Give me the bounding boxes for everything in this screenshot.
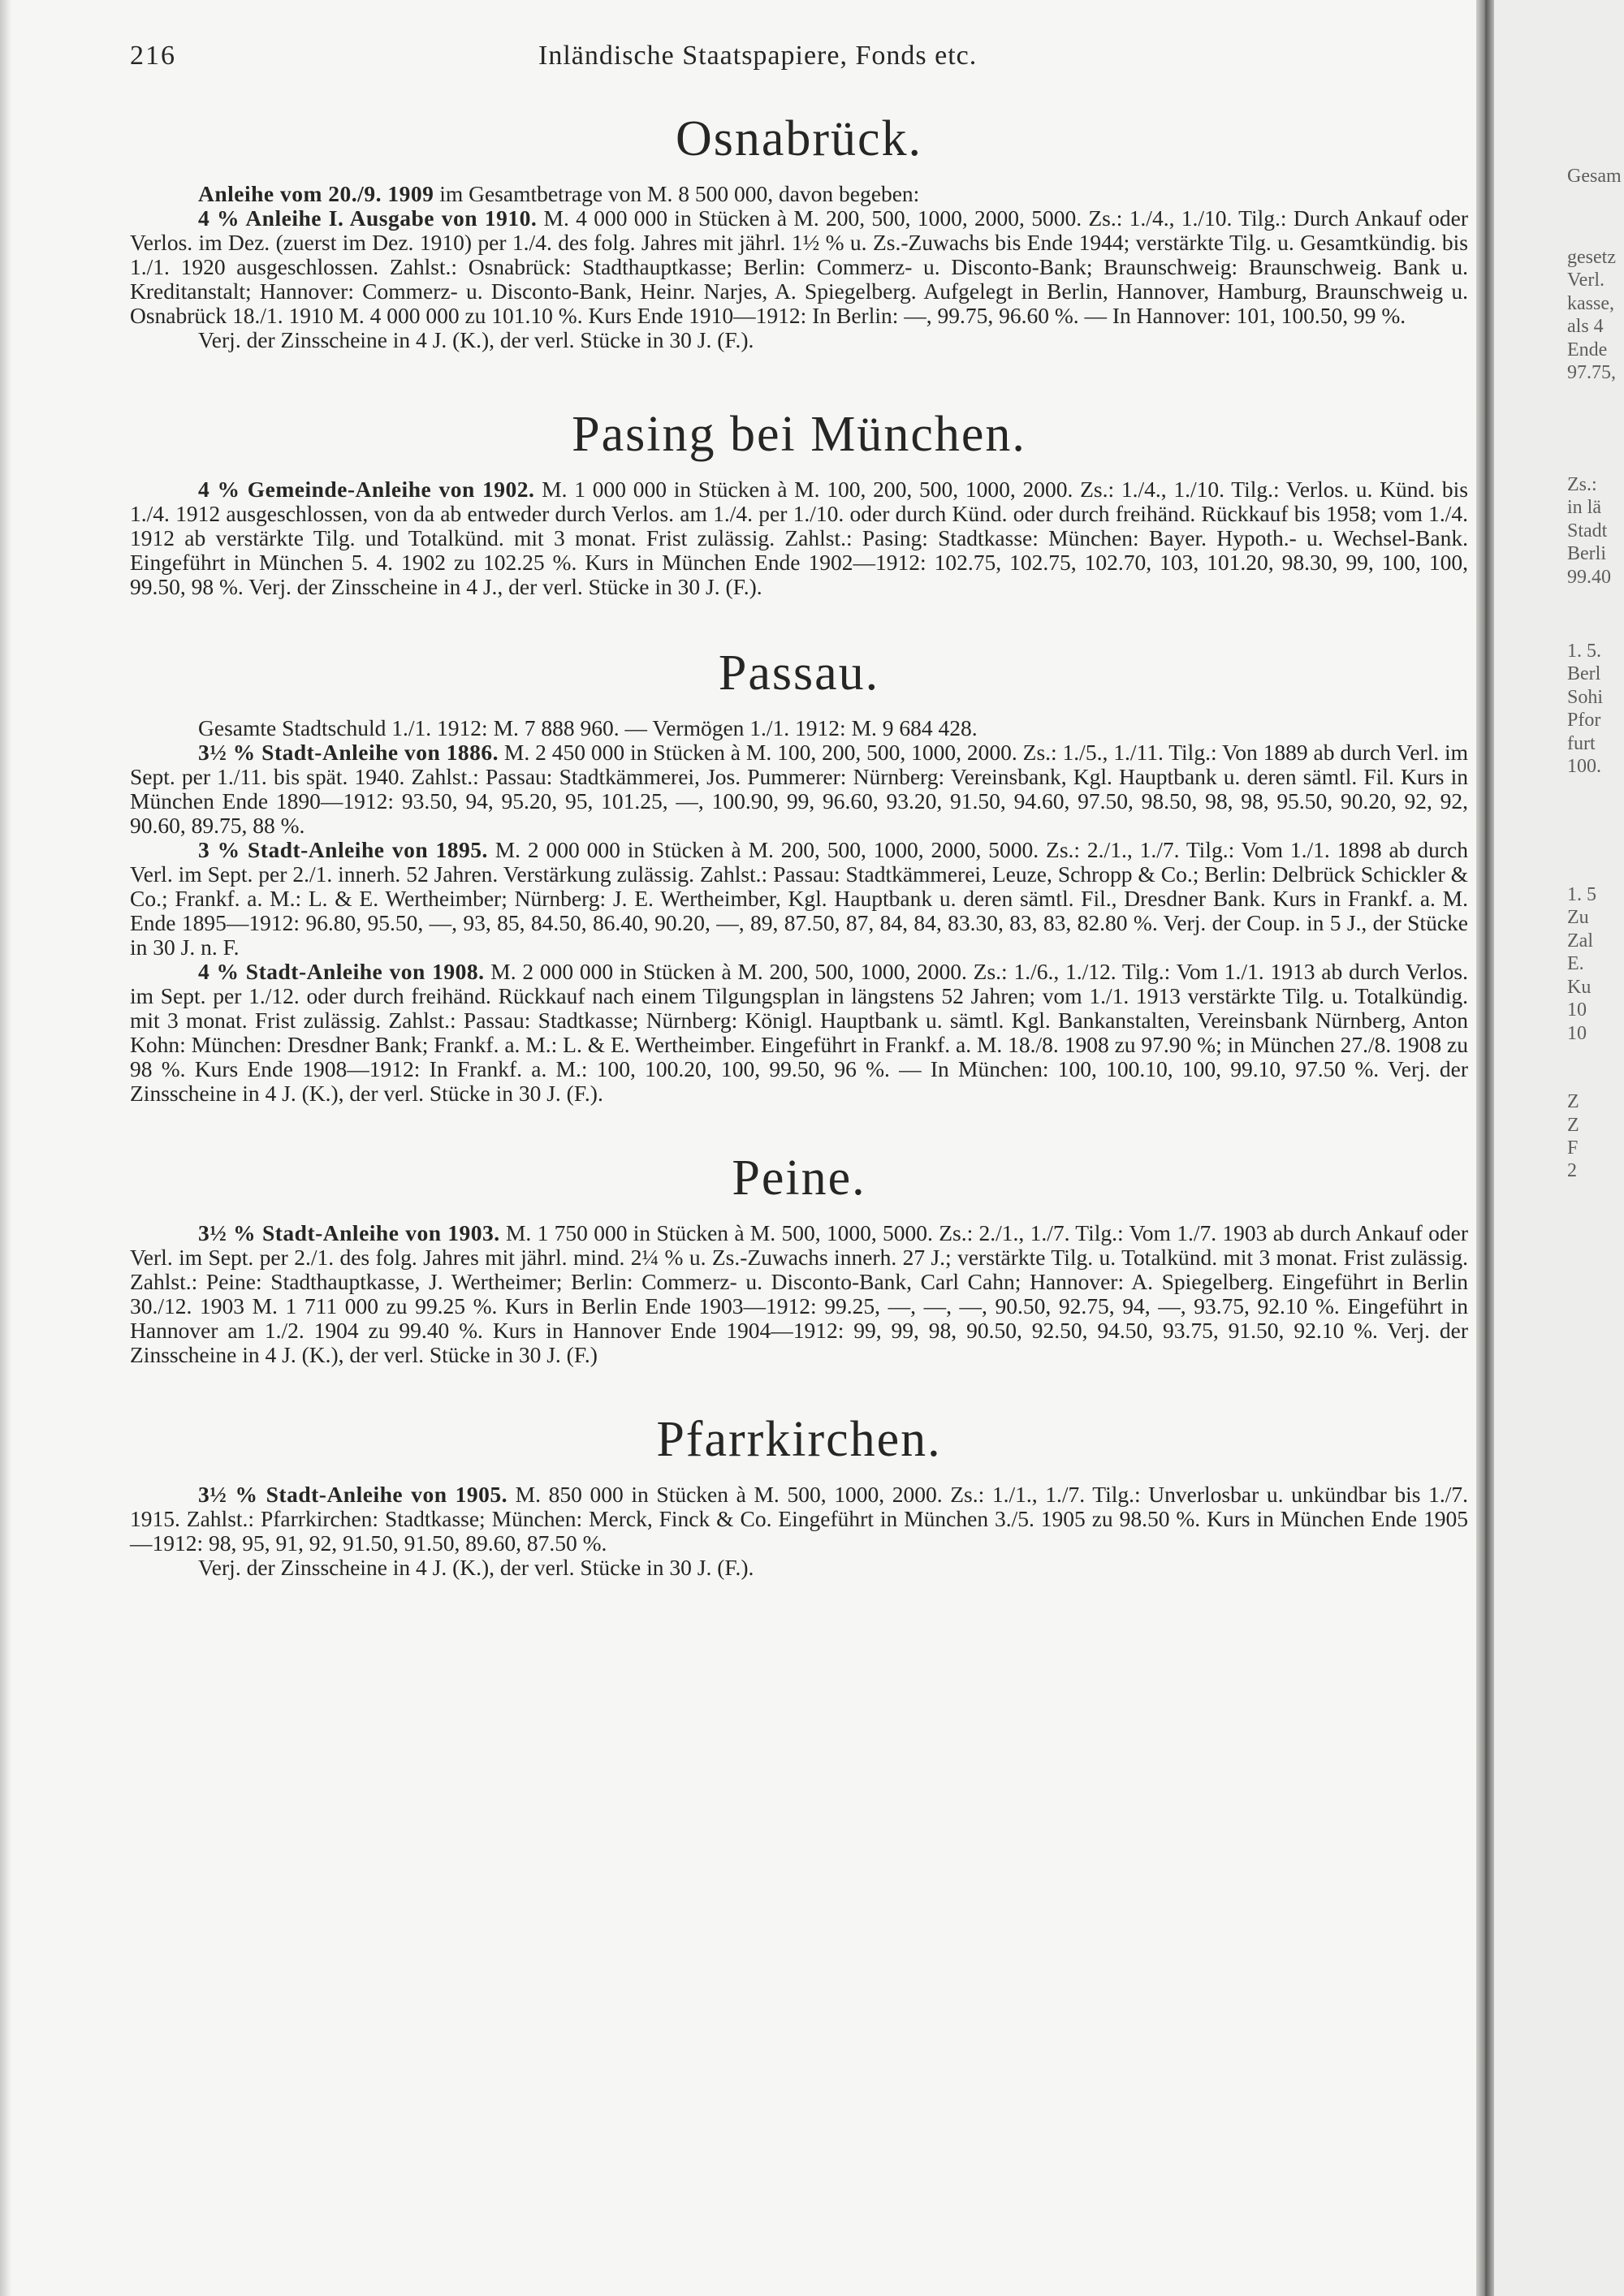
adjacent-page-fragment: E. [1567,953,1584,974]
entry-lead: 4 % Stadt-Anleihe von 1908. [198,959,485,984]
entry-text: M. 850 000 in Stücken à M. 500, 1000, 2000. Zs.: 1./1., 1./7. Tilg.: Unverlosbar u. unkündbar bis 1./7. 1915. Zahlst.: Pfarrkirchen: Stadtkasse; München: Merck, Finck & Co. Eingeführt in München 3./5. 1905 zu 98.50 %. Kurs in München Ende 1905—1912: 98, 95, 91, 92, 91.50, 91.50, 89.60, 87.50 %. [130,1482,1468,1556]
adjacent-page-edge [1494,0,1624,2296]
entry-lead: 3½ % Stadt-Anleihe von 1905. [198,1482,508,1507]
adjacent-page-fragment: kasse, [1567,293,1614,314]
city-heading: Osnabrück. [675,111,923,166]
adjacent-page-fragment: 99.40 [1567,567,1611,588]
entry-lead: 4 % Anleihe I. Ausgabe von 1910. [198,205,538,231]
entry-lead: Anleihe vom 20./9. 1909 [198,181,434,206]
adjacent-page-fragment: Berli [1567,543,1606,564]
adjacent-page-fragment: 10 [1567,999,1587,1021]
adjacent-page-fragment: Ku [1567,977,1592,998]
entry-text: M. 1 000 000 in Stücken à M. 100, 200, 500, 1000, 2000. Zs.: 1./4., 1./10. Tilg.: Verlos. u. Künd. bis 1./4. 1912 ausgeschlossen, von da ab entweder durch Verlos. am 1./4. per 1./10. oder durch Künd. oder durch freihänd. Rückkauf bis 1958; vom 1./4. 1912 ab verstärkte Tilg. und Totalkünd. mit 3 monat. Frist zulässig. Zahlst.: Pasing: Stadtkasse: München: Bayer. Hypoth.- u. Wechsel-Bank. Eingeführt in München 5. 4. 1902 zu 102.25 %. Kurs in München Ende 1902—1912: 102.75, 102.75, 102.70, 103, 101.20, 98.30, 99, 100, 100, 99.50, 98 %. Verj. der Zinsscheine in 4 J., der verl. Stücke in 30 J. (F.). [130,477,1468,599]
adjacent-page-fragment: 10 [1567,1023,1587,1044]
adjacent-page-fragment: als 4 [1567,316,1604,337]
adjacent-page-fragment: gesetz [1567,247,1616,268]
entry-text: M. 2 000 000 in Stücken à M. 200, 500, 1000, 2000. Zs.: 1./6., 1./12. Tilg.: Vom 1./1. 1913 ab durch Verlos. im Sept. per 1./12. oder durch freihänd. Rückkauf nach einem Tilgungsplan in längstens 52 Jahren; vom 1./1. 1913 verstärkte Tilg. u. Totalkündig. mit 3 monat. Frist zulässig. Zahlst.: Passau: Stadtkasse; Nürnberg: Königl. Hauptbank u. sämtl. Kgl. Bankanstalten, Vereinsbank Nürnberg, Anton Kohn: München: Dresdner Bank; Frankf. a. M.: L. & E. Wertheimber. Eingeführt in Frankf. a. M. 18./8. 1908 zu 97.90 %; in München 27./8. 1908 zu 98 %. Kurs Ende 1908—1912: In Frankf. a. M.: 100, 100.20, 100, 99.50, 96 %. — In München: 100, 100.10, 100, 99.10, 97.50 %. Verj. der Zinsscheine in 4 J. (K.), der verl. Stücke in 30 J. (F.). [130,959,1469,1106]
adjacent-page-fragment: Sohi [1567,687,1604,708]
adjacent-page-fragment: Gesam [1567,166,1622,187]
city-heading: Passau. [718,645,880,701]
city-heading: Peine. [732,1150,866,1206]
adjacent-page-fragment: Ende [1567,339,1608,360]
adjacent-page-fragment: Z [1567,1115,1579,1136]
city-heading: Pfarrkirchen. [656,1412,942,1467]
entry-paragraph [130,740,1468,838]
entry-text: M. 1 750 000 in Stücken à M. 500, 1000, 5000. Zs.: 2./1., 1./7. Tilg.: Vom 1./7. 1903 ab durch Ankauf oder Verl. im Sept. per 2./1. des folg. Jahres mit jährl. mind. 2¼ % u. Zs.-Zuwachs innerh. 27 J.; verstärkte Tilg. u. Totalkünd. mit 3 monat. Frist zulässig. Zahlst.: Peine: Stadthauptkasse, J. Wertheimer; Berlin: Commerz- u. Disconto-Bank, Carl Cahn; Hannover: A. Spiegelberg. Eingeführt in Berlin 30./12. 1903 M. 1 711 000 zu 99.25 %. Kurs in Berlin Ende 1903—1912: 99.25, —, —, —, 90.50, 92.75, 94, —, 93.75, 92.10 %. Eingeführt in Hannover am 1./2. 1904 zu 99.40 %. Kurs in Hannover Ende 1904—1912: 99, 99, 98, 90.50, 92.50, 94.50, 93.75, 91.50, 92.10 %. Verj. der Zinsscheine in 4 J. (K.), der verl. Stücke in 30 J. (F.) [130,1220,1468,1367]
adjacent-page-fragment: 100. [1567,756,1601,777]
entry-paragraph [130,1221,1468,1367]
entry-paragraph [130,1482,1468,1556]
entry-paragraph [130,1556,1468,1580]
page-content [130,97,1468,1580]
section-passau [130,645,1469,1106]
entry-lead: 3½ % Stadt-Anleihe von 1886. [198,740,499,765]
adjacent-page-fragment: 97.75, [1567,362,1616,383]
adjacent-page-fragment: Pfor [1567,710,1601,731]
entry-lead: 4 % Gemeinde-Anleihe von 1902. [198,477,535,502]
entry-paragraph [130,182,1468,206]
adjacent-page-fragment: F [1567,1137,1579,1159]
entry-text: im Gesamtbetrage von M. 8 500 000, davon begeben: [434,181,920,206]
entry-lead: 3 % Stadt-Anleihe von 1895. [198,837,488,862]
adjacent-page-fragment: in lä [1567,497,1601,518]
entry-paragraph [130,206,1468,328]
adjacent-page-fragment: Zu [1567,907,1589,928]
adjacent-page-fragment: 1. 5 [1567,884,1596,905]
entry-text: M. 2 000 000 in Stücken à M. 200, 500, 1000, 2000, 5000. Zs.: 2./1., 1./7. Tilg.: Vom 1./1. 1898 ab durch Verl. im Sept. per 2./1. innerh. 52 Jahren. Verstärkung zulässig. Zahlst.: Passau: Stadtkämmerei, Leuze, Schropp & Co.; Berlin: Delbrück Schickler & Co.; Frankf. a. M.: L. & E. Wertheimber; Nürnberg: J. E. Wertheimber, Kgl. Hauptbank u. deren sämtl. Fil., Dresdner Bank. Kurs in Frankf. a. M. Ende 1895—1912: 96.80, 95.50, —, 93, 85, 84.50, 86.40, 90.20, —, 89, 87.50, 87, 84, 84, 83.30, 83, 83, 82.80 %. Verj. der Coup. in 5 J., der Stücke in 30 J. n. F. [130,837,1468,960]
adjacent-page-fragment: Stadt [1567,520,1608,542]
page-left-edge [0,0,11,2296]
entry-text: Verj. der Zinsscheine in 4 J. (K.), der verl. Stücke in 30 J. (F.). [198,327,754,352]
adjacent-page-fragment: Z [1567,1091,1579,1112]
adjacent-page-fragment: Zal [1567,930,1593,952]
section-osnabrueck [130,111,1468,352]
running-head-title: Inländische Staatspapiere, Fonds etc. [538,41,978,71]
book-gutter [1476,0,1494,2296]
entry-paragraph [130,960,1468,1106]
entry-paragraph [130,328,1468,352]
city-heading: Pasing bei München. [572,407,1026,462]
section-pfarrkirchen [130,1414,1468,1580]
entry-paragraph [130,838,1468,960]
page-number: 216 [130,41,176,71]
entry-text: M. 2 450 000 in Stücken à M. 100, 200, 500, 1000, 2000. Zs.: 1./5., 1./11. Tilg.: Von 1889 ab durch Verl. im Sept. per 1./11. bis spät. 1940. Zahlst.: Passau: Stadtkämmerei, Jos. Pummerer: Nürnberg: Vereinsbank, Kgl. Hauptbank u. deren sämtl. Fil. Kurs in München Ende 1890—1912: 93.50, 94, 95.20, 95, 101.25, —, 100.90, 99, 96.60, 93.20, 91.50, 94.60, 97.50, 98.50, 98, 98, 95.50, 90.20, 92, 92, 90.60, 89.75, 88 %. [130,740,1468,838]
entry-paragraph [130,716,1468,740]
adjacent-page-fragment: 1. 5. [1567,641,1601,662]
adjacent-page-fragment: 2 [1567,1160,1577,1181]
entry-paragraph [130,477,1468,599]
entry-text: Gesamte Stadtschuld 1./1. 1912: M. 7 888 960. — Vermögen 1./1. 1912: M. 9 684 428. [198,715,978,740]
adjacent-page-fragment: furt [1567,733,1596,754]
adjacent-page-fragment: Verl. [1567,270,1605,291]
entry-text: Verj. der Zinsscheine in 4 J. (K.), der verl. Stücke in 30 J. (F.). [198,1555,754,1580]
entry-lead: 3½ % Stadt-Anleihe von 1903. [198,1220,500,1245]
section-pasing [130,409,1468,599]
entry-text: M. 4 000 000 in Stücken à M. 200, 500, 1000, 2000, 5000. Zs.: 1./4., 1./10. Tilg.: Durch Ankauf oder Verlos. im Dez. (zuerst im Dez. 1910) per 1./4. des folg. Jahres mit jährl. 1½ % u. Zs.-Zuwachs bis Ende 1944; verstärkte Tilg. u. Gesamtkündig. bis 1./1. 1920 ausgeschlossen. Zahlst.: Osnabrück: Stadthauptkasse; Berlin: Commerz- u. Disconto-Bank; Braunschweig: Braunschweig. Bank u. Kreditanstalt; Hannover: Commerz- u. Disconto-Bank, Heinr. Narjes, A. Spiegelberg. Aufgelegt in Berlin, Hannover, Hamburg, Braunschweig u. Osnabrück 18./1. 1910 M. 4 000 000 zu 101.10 %. Kurs Ende 1910—1912: In Berlin: —, 99.75, 96.60 %. — In Hannover: 101, 100.50, 99 %. [130,205,1468,328]
section-peine [130,1150,1468,1367]
adjacent-page-fragment: Berl [1567,663,1601,684]
adjacent-page-fragment: Zs.: [1567,474,1597,495]
